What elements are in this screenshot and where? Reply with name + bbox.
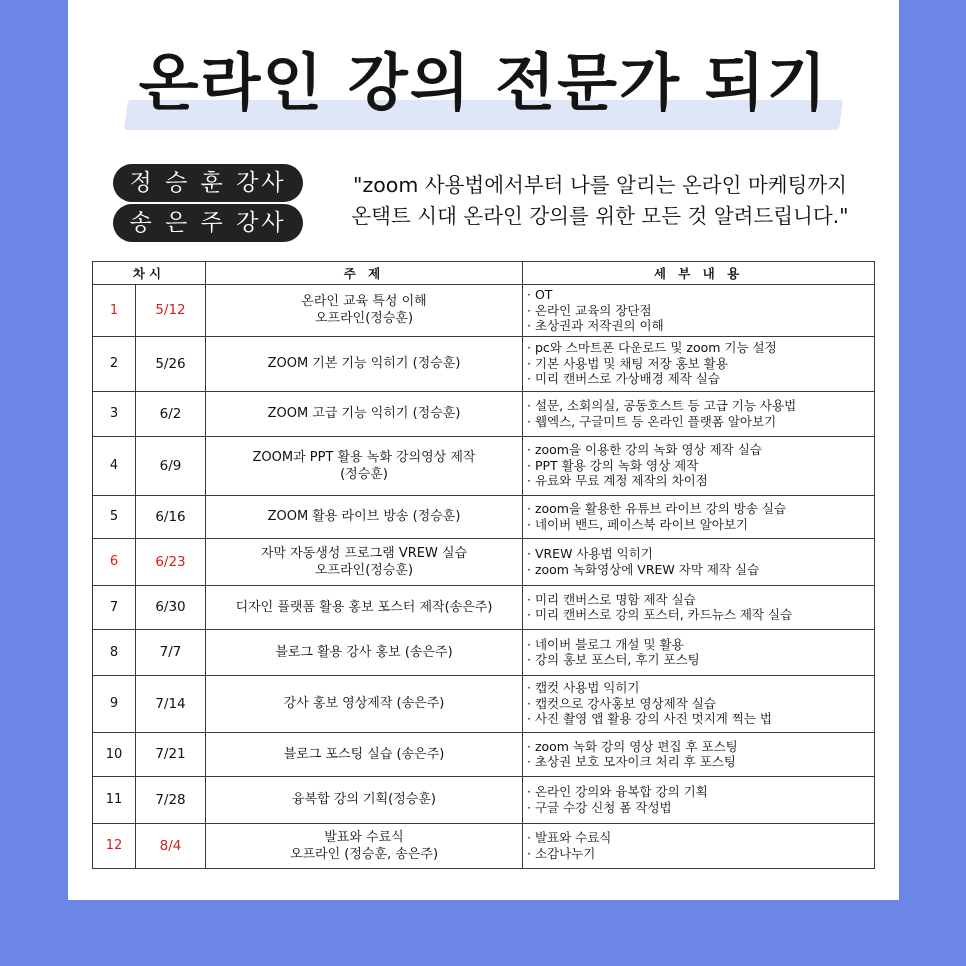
session-number: 4 [93,436,136,495]
detail-line: · 캡컷 사용법 익히기 [527,680,640,696]
detail-line: · OT [527,287,553,302]
session-topic [206,629,523,675]
table-row [93,436,875,495]
detail-line: · zoom 녹화 강의 영상 편집 후 포스팅 [527,738,738,754]
session-number: 5 [93,495,136,538]
detail-line: · 네이버 밴드, 페이스북 라이브 알아보기 [527,516,749,532]
session-details [523,538,875,585]
session-number: 1 [93,285,136,337]
content-card [68,0,899,900]
topic-line: (정승훈) [340,466,388,482]
topic-line: 블로그 포스팅 실습 (송은주) [283,746,445,762]
table-row [93,585,875,629]
detail-line: · 캡컷으로 강사홍보 영상제작 실습 [527,695,716,711]
session-number: 6 [93,538,136,585]
detail-line: · 초상권 보호 모자이크 처리 후 포스팅 [527,754,736,769]
detail-line: · 미리 캔버스로 강의 포스터, 카드뉴스 제작 실습 [527,607,793,622]
topic-line: 오프라인(정승훈) [314,311,414,327]
instructor-badge-1: 정 승 훈 강사 [113,164,303,202]
detail-line: · zoom을 활용한 유튜브 라이브 강의 방송 실습 [527,501,787,516]
topic-line: 블로그 활용 강사 홍보 (송은주) [275,644,453,660]
session-number: 7 [93,585,136,629]
session-date: 7/7 [136,629,206,675]
session-number: 11 [93,776,136,823]
quote-line-2: 온택트 시대 온라인 강의를 위한 모든 것 알려드립니다." [351,204,849,228]
table-header-row [93,262,875,285]
topic-line: 온라인 교육 특성 이해 [301,294,427,310]
detail-line: · 기본 사용법 및 채팅 저장 홍보 활용 [527,355,728,371]
session-topic [206,675,523,732]
session-date: 6/2 [136,391,206,436]
session-date: 6/23 [136,538,206,585]
table-row [93,776,875,823]
detail-line: · zoom을 이용한 강의 녹화 영상 제작 실습 [527,442,762,458]
session-details [523,585,875,629]
topic-line: 오프라인 (정승훈, 송은주) [289,846,439,862]
detail-line: · 유료와 무료 계정 제작의 차이점 [527,473,708,489]
detail-line: · 발표와 수료식 [527,830,612,845]
table-row [93,495,875,538]
session-topic [206,285,523,337]
session-date: 6/30 [136,585,206,629]
session-topic [206,823,523,868]
topic-line: ZOOM과 PPT 활용 녹화 강의영상 제작 [252,449,476,465]
table-row [93,391,875,436]
session-topic [206,336,523,391]
session-number: 12 [93,823,136,868]
detail-line: · 설문, 소회의실, 공동호스트 등 고급 기능 사용법 [527,398,797,413]
topic-line: 자막 자동생성 프로그램 VREW 실습 [260,545,468,561]
topic-line: 발표와 수료식 [324,829,404,845]
topic-line: 강사 홍보 영상제작 (송은주) [283,696,445,711]
table-row [93,285,875,337]
topic-line: 융복합 강의 기획(정승훈) [292,792,436,807]
detail-line: · 구글 수강 신청 폼 작성법 [527,799,672,815]
session-topic [206,436,523,495]
session-details [523,436,875,495]
detail-line: · 소감나누기 [527,845,596,861]
session-date: 5/12 [136,285,206,337]
session-details [523,391,875,436]
detail-line: · 네이버 블로그 개설 및 활용 [527,636,684,652]
session-date: 6/9 [136,436,206,495]
session-number: 9 [93,675,136,732]
session-details [523,285,875,337]
schedule-body [93,285,875,869]
session-topic [206,495,523,538]
header-session: 차시 [93,262,206,285]
session-topic [206,585,523,629]
topic-line: ZOOM 활용 라이브 방송 (정승훈) [267,509,461,524]
header-topic: 주 제 [206,262,523,285]
session-topic [206,538,523,585]
course-quote [320,170,880,232]
table-row [93,732,875,776]
topic-line: ZOOM 고급 기능 익히기 (정승훈) [267,406,461,421]
session-date: 5/26 [136,336,206,391]
quote-line-1: "zoom 사용법에서부터 나를 알리는 온라인 마케팅까지 [353,173,847,197]
detail-line: · 미리 캔버스로 가상배경 제작 실습 [527,371,720,387]
session-details [523,732,875,776]
session-date: 6/16 [136,495,206,538]
topic-line: 오프라인(정승훈) [314,562,414,578]
detail-line: · 초상권과 저작권의 이해 [527,318,664,333]
detail-line: · PPT 활용 강의 녹화 영상 제작 [527,457,699,473]
session-date: 7/28 [136,776,206,823]
topic-line: ZOOM 기본 기능 익히기 (정승훈) [267,356,461,371]
detail-line: · 미리 캔버스로 명함 제작 실습 [527,591,696,607]
session-details [523,675,875,732]
session-details [523,776,875,823]
session-number: 2 [93,336,136,391]
detail-line: · zoom 녹화영상에 VREW 자막 제작 실습 [527,561,760,577]
session-date: 7/14 [136,675,206,732]
detail-line: · pc와 스마트폰 다운로드 및 zoom 기능 설정 [527,340,777,356]
topic-line: 디자인 플랫폼 활용 홍보 포스터 제작(송은주) [235,599,493,615]
table-row [93,336,875,391]
session-number: 10 [93,732,136,776]
detail-line: · 강의 홍보 포스터, 후기 포스팅 [527,652,700,667]
schedule-table [92,261,875,869]
detail-line: · 온라인 강의와 융복합 강의 기획 [527,784,708,799]
detail-line: · 온라인 교육의 장단점 [527,302,652,318]
session-date: 8/4 [136,823,206,868]
detail-line: · 웹엑스, 구글미트 등 온라인 플랫폼 알아보기 [527,413,777,429]
session-details [523,495,875,538]
detail-line: · 사진 촬영 앱 활용 강의 사진 멋지게 찍는 법 [527,711,773,727]
session-details [523,336,875,391]
session-number: 8 [93,629,136,675]
table-row [93,823,875,868]
table-row [93,538,875,585]
page-title: 온라인 강의 전문가 되기 [138,46,829,119]
session-topic [206,391,523,436]
detail-line: · VREW 사용법 익히기 [527,546,653,561]
session-topic [206,776,523,823]
table-row [93,675,875,732]
session-details [523,823,875,868]
session-number: 3 [93,391,136,436]
session-topic [206,732,523,776]
session-date: 7/21 [136,732,206,776]
instructor-badge-2: 송 은 주 강사 [113,204,303,242]
header-details: 세 부 내 용 [523,262,875,285]
table-row [93,629,875,675]
session-details [523,629,875,675]
